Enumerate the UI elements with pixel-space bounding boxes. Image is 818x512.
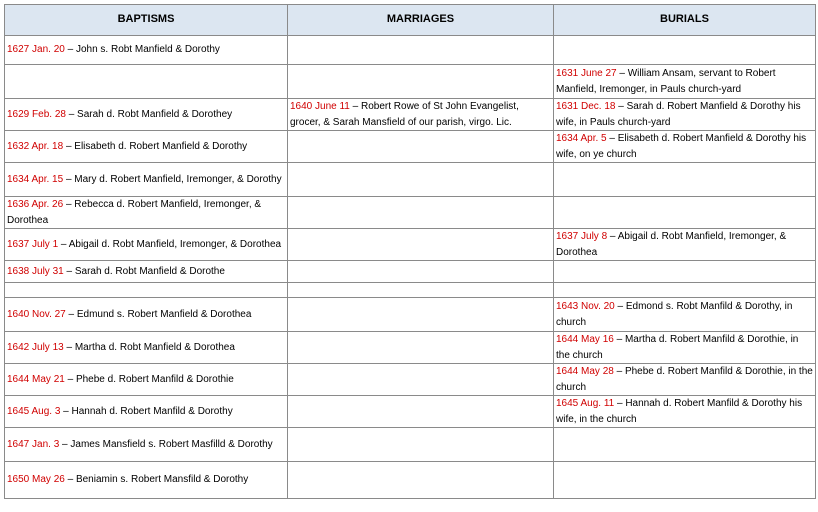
entry-text: – Elisabeth d. Robert Manfield & Dorothy bbox=[63, 140, 248, 152]
baptism-cell bbox=[5, 298, 288, 332]
baptism-cell bbox=[5, 163, 288, 197]
table-row bbox=[5, 131, 816, 163]
marriage-cell bbox=[288, 36, 554, 65]
burial-cell bbox=[554, 163, 816, 197]
baptism-cell bbox=[5, 65, 288, 99]
entry-text: – Sarah d. Robt Manfield & Dorothey bbox=[65, 108, 233, 120]
marriage-cell bbox=[288, 332, 554, 364]
baptism-cell bbox=[5, 99, 288, 131]
burial-cell bbox=[554, 298, 816, 332]
baptism-cell bbox=[5, 131, 288, 163]
burials-header: BURIALS bbox=[554, 5, 816, 36]
entry-date: 1640 June 11 bbox=[290, 101, 350, 112]
parish-register-table bbox=[4, 4, 816, 499]
entry-text: – Phebe d. Robert Manfild & Dorothie, in the church bbox=[556, 366, 813, 393]
marriages-header: MARRIAGES bbox=[288, 5, 554, 36]
entry-date: 1642 July 13 bbox=[7, 341, 64, 353]
entry-text: – Beniamin s. Robert Mansfild & Dorothy bbox=[64, 474, 249, 486]
table-row bbox=[5, 99, 816, 131]
table-row bbox=[5, 298, 816, 332]
entry-text: – Abigail d. Robt Manfield, Iremonger, & Dorothea bbox=[58, 238, 282, 250]
marriage-cell bbox=[288, 197, 554, 229]
table-row bbox=[5, 428, 816, 462]
entry-date: 1631 June 27 bbox=[556, 68, 617, 79]
entry-date: 1650 May 26 bbox=[7, 474, 65, 486]
entry-text: – Edmund s. Robert Manfield & Dorothea bbox=[65, 308, 252, 320]
table-row bbox=[5, 283, 816, 298]
table-row bbox=[5, 65, 816, 99]
marriage-cell bbox=[288, 396, 554, 428]
table-row bbox=[5, 229, 816, 261]
marriage-cell bbox=[288, 462, 554, 499]
entry-text: – Phebe d. Robert Manfild & Dorothie bbox=[64, 373, 234, 385]
entry-date: 1632 Apr. 18 bbox=[7, 140, 64, 152]
entry-date: 1638 July 31 bbox=[7, 265, 64, 277]
burial-cell bbox=[554, 229, 816, 261]
baptism-cell bbox=[5, 364, 288, 396]
baptism-cell bbox=[5, 36, 288, 65]
entry-date: 1627 Jan. 20 bbox=[7, 44, 65, 56]
marriage-cell bbox=[288, 364, 554, 396]
table-row bbox=[5, 332, 816, 364]
burial-cell bbox=[554, 197, 816, 229]
marriage-cell bbox=[288, 229, 554, 261]
entry-text: – John s. Robt Manfield & Dorothy bbox=[64, 44, 220, 56]
marriage-cell bbox=[288, 298, 554, 332]
entry-text: – Sarah d. Robt Manfield & Dorothe bbox=[63, 265, 225, 277]
entry-text: – Hannah d. Robert Manfild & Dorothy bbox=[60, 405, 233, 417]
burial-cell bbox=[554, 428, 816, 462]
baptism-cell bbox=[5, 396, 288, 428]
baptism-cell bbox=[5, 197, 288, 229]
entry-date: 1644 May 28 bbox=[556, 366, 614, 377]
entry-text: – Elisabeth d. Robert Manfield & Dorothy his wife, on ye church bbox=[556, 133, 807, 160]
burial-cell bbox=[554, 396, 816, 428]
entry-text: – Robert Rowe of St John Evangelist, grocer, & Sarah Mansfield of our parish, virgo. Lic. bbox=[290, 101, 519, 128]
baptism-cell bbox=[5, 261, 288, 283]
baptisms-header: BAPTISMS bbox=[5, 5, 288, 36]
entry-text: – Hannah d. Robert Manfild & Dorothy his wife, in the church bbox=[556, 398, 803, 425]
entry-text: – Rebecca d. Robert Manfield, Iremonger, & Dorothea bbox=[7, 199, 262, 226]
header-row bbox=[5, 5, 816, 36]
entry-date: 1645 Aug. 11 bbox=[556, 398, 615, 409]
entry-text: – Martha d. Robert Manfild & Dorothie, in the church bbox=[556, 334, 799, 361]
entry-date: 1636 Apr. 26 bbox=[7, 199, 64, 210]
marriage-cell bbox=[288, 65, 554, 99]
table-row bbox=[5, 36, 816, 65]
entry-date: 1629 Feb. 28 bbox=[7, 108, 66, 120]
entry-text: – Sarah d. Robert Manfield & Dorothy his wife, in Pauls church-yard bbox=[556, 101, 801, 128]
entry-date: 1644 May 16 bbox=[556, 334, 614, 345]
entry-text: – Martha d. Robt Manfield & Dorothea bbox=[63, 341, 235, 353]
marriage-cell bbox=[288, 163, 554, 197]
burial-cell bbox=[554, 65, 816, 99]
entry-date: 1640 Nov. 27 bbox=[7, 308, 66, 320]
entry-text: – Edmond s. Robt Manfild & Dorothy, in church bbox=[556, 301, 793, 328]
entry-date: 1647 Jan. 3 bbox=[7, 438, 60, 450]
marriage-cell bbox=[288, 261, 554, 283]
entry-text: – William Ansam, servant to Robert Manfield, Iremonger, in Pauls church-yard bbox=[556, 68, 776, 95]
burial-cell bbox=[554, 261, 816, 283]
entry-date: 1637 July 8 bbox=[556, 231, 608, 242]
baptism-cell bbox=[5, 462, 288, 499]
baptism-cell bbox=[5, 332, 288, 364]
burial-cell bbox=[554, 283, 816, 298]
burial-cell bbox=[554, 364, 816, 396]
marriage-cell bbox=[288, 428, 554, 462]
table-row bbox=[5, 364, 816, 396]
entry-text: – James Mansfield s. Robert Masfilld & Dorothy bbox=[59, 438, 273, 450]
entry-date: 1634 Apr. 15 bbox=[7, 173, 64, 185]
burial-cell bbox=[554, 36, 816, 65]
entry-text: – Mary d. Robert Manfield, Iremonger, & Dorothy bbox=[63, 173, 282, 185]
entry-text: – Abigail d. Robt Manfield, Iremonger, & Dorothea bbox=[556, 231, 787, 258]
baptism-cell bbox=[5, 229, 288, 261]
marriage-cell bbox=[288, 99, 554, 131]
burial-cell bbox=[554, 332, 816, 364]
entry-date: 1645 Aug. 3 bbox=[7, 405, 61, 417]
baptism-cell bbox=[5, 428, 288, 462]
table-row bbox=[5, 197, 816, 229]
burial-cell bbox=[554, 131, 816, 163]
entry-date: 1644 May 21 bbox=[7, 373, 65, 385]
table-row bbox=[5, 163, 816, 197]
burial-cell bbox=[554, 99, 816, 131]
table-row bbox=[5, 462, 816, 499]
entry-date: 1634 Apr. 5 bbox=[556, 133, 607, 144]
entry-date: 1631 Dec. 18 bbox=[556, 101, 616, 112]
entry-date: 1643 Nov. 20 bbox=[556, 301, 615, 312]
table-row bbox=[5, 396, 816, 428]
baptism-cell bbox=[5, 283, 288, 298]
burial-cell bbox=[554, 462, 816, 499]
marriage-cell bbox=[288, 283, 554, 298]
marriage-cell bbox=[288, 131, 554, 163]
entry-date: 1637 July 1 bbox=[7, 238, 59, 250]
table-row bbox=[5, 261, 816, 283]
